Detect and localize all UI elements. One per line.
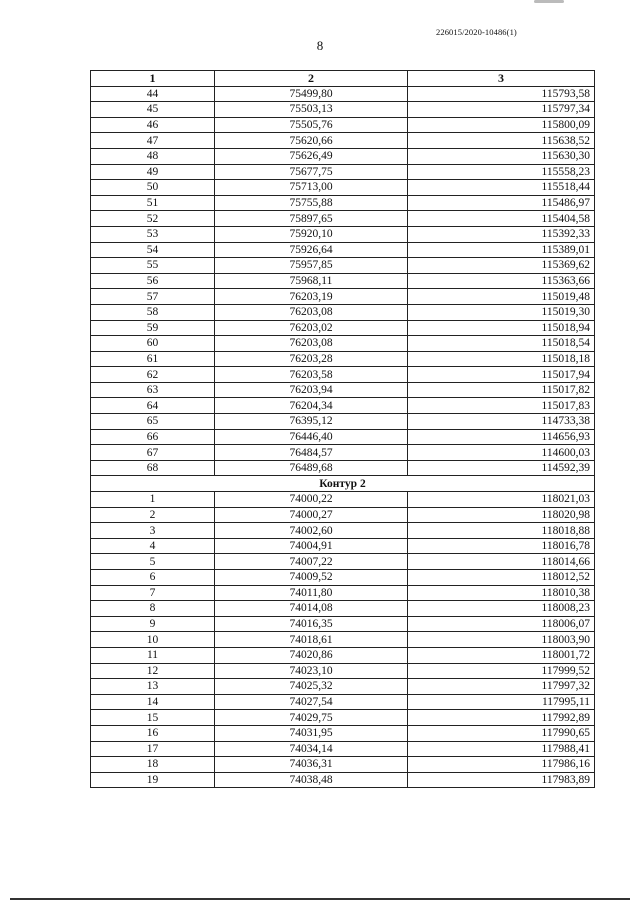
y-coordinate-cell: 117995,11 [408,694,595,710]
table-row [91,382,595,398]
coordinates-table [90,70,595,788]
x-coordinate-cell: 75920,10 [215,226,408,242]
y-coordinate-cell: 118001,72 [408,647,595,663]
column-header-3: 3 [408,71,595,87]
table-row [91,741,595,757]
point-number-cell: 61 [91,351,215,367]
x-coordinate-cell: 75503,13 [215,102,408,118]
y-coordinate-cell: 115018,18 [408,351,595,367]
point-number-cell: 62 [91,367,215,383]
table-row [91,180,595,196]
y-coordinate-cell: 115558,23 [408,164,595,180]
y-coordinate-cell: 117992,89 [408,710,595,726]
y-coordinate-cell: 115019,48 [408,289,595,305]
point-number-cell: 58 [91,304,215,320]
y-coordinate-cell: 117997,32 [408,679,595,695]
page-number: 8 [316,38,324,53]
x-coordinate-cell: 74027,54 [215,694,408,710]
x-coordinate-cell: 75713,00 [215,180,408,196]
x-coordinate-cell: 75897,65 [215,211,408,227]
table-row [91,663,595,679]
point-number-cell: 45 [91,102,215,118]
table-row [91,710,595,726]
y-coordinate-cell: 115018,54 [408,336,595,352]
point-number-cell: 68 [91,460,215,476]
table-row [91,554,595,570]
footer-rule [10,898,630,900]
x-coordinate-cell: 74025,32 [215,679,408,695]
y-coordinate-cell: 118012,52 [408,570,595,586]
point-number-cell: 46 [91,117,215,133]
table-row [91,258,595,274]
x-coordinate-cell: 74016,35 [215,616,408,632]
y-coordinate-cell: 118021,03 [408,492,595,508]
x-coordinate-cell: 76489,68 [215,460,408,476]
point-number-cell: 49 [91,164,215,180]
x-coordinate-cell: 75626,49 [215,148,408,164]
table-row [91,320,595,336]
table-row [91,647,595,663]
y-coordinate-cell: 115017,82 [408,382,595,398]
table-row [91,757,595,773]
table-row [91,429,595,445]
table-header-row [91,71,595,87]
y-coordinate-cell: 118010,38 [408,585,595,601]
x-coordinate-cell: 74011,80 [215,585,408,601]
point-number-cell: 9 [91,616,215,632]
y-coordinate-cell: 118020,98 [408,507,595,523]
x-coordinate-cell: 75620,66 [215,133,408,149]
x-coordinate-cell: 74000,22 [215,492,408,508]
y-coordinate-cell: 117990,65 [408,725,595,741]
x-coordinate-cell: 76204,34 [215,398,408,414]
x-coordinate-cell: 76395,12 [215,414,408,430]
x-coordinate-cell: 75926,64 [215,242,408,258]
point-number-cell: 2 [91,507,215,523]
y-coordinate-cell: 118014,66 [408,554,595,570]
x-coordinate-cell: 74018,61 [215,632,408,648]
x-coordinate-cell: 74002,60 [215,523,408,539]
point-number-cell: 57 [91,289,215,305]
point-number-cell: 6 [91,570,215,586]
point-number-cell: 16 [91,725,215,741]
y-coordinate-cell: 115404,58 [408,211,595,227]
document-id: 226015/2020-10486(1) [436,27,517,37]
point-number-cell: 44 [91,86,215,102]
y-coordinate-cell: 115017,94 [408,367,595,383]
table-row [91,414,595,430]
table-row [91,102,595,118]
point-number-cell: 63 [91,382,215,398]
point-number-cell: 67 [91,445,215,461]
table-row [91,195,595,211]
x-coordinate-cell: 74029,75 [215,710,408,726]
y-coordinate-cell: 118008,23 [408,601,595,617]
point-number-cell: 7 [91,585,215,601]
table-row [91,570,595,586]
x-coordinate-cell: 76484,57 [215,445,408,461]
table-row [91,601,595,617]
table-row [91,694,595,710]
y-coordinate-cell: 115800,09 [408,117,595,133]
y-coordinate-cell: 115369,62 [408,258,595,274]
table-row [91,772,595,788]
point-number-cell: 8 [91,601,215,617]
y-coordinate-cell: 117999,52 [408,663,595,679]
table-row [91,164,595,180]
table-row [91,336,595,352]
y-coordinate-cell: 115018,94 [408,320,595,336]
table-row [91,492,595,508]
table-row [91,211,595,227]
section-row [91,476,595,492]
table-row [91,304,595,320]
y-coordinate-cell: 115630,30 [408,148,595,164]
point-number-cell: 54 [91,242,215,258]
y-coordinate-cell: 115793,58 [408,86,595,102]
point-number-cell: 64 [91,398,215,414]
point-number-cell: 4 [91,538,215,554]
point-number-cell: 10 [91,632,215,648]
x-coordinate-cell: 74000,27 [215,507,408,523]
table-row [91,725,595,741]
table-body [91,86,595,788]
table-row [91,351,595,367]
x-coordinate-cell: 76203,94 [215,382,408,398]
table-row [91,86,595,102]
x-coordinate-cell: 76203,08 [215,336,408,352]
x-coordinate-cell: 74007,22 [215,554,408,570]
x-coordinate-cell: 74020,86 [215,647,408,663]
table-row [91,445,595,461]
column-header-2: 2 [215,71,408,87]
y-coordinate-cell: 115486,97 [408,195,595,211]
point-number-cell: 55 [91,258,215,274]
point-number-cell: 1 [91,492,215,508]
y-coordinate-cell: 118006,07 [408,616,595,632]
x-coordinate-cell: 75957,85 [215,258,408,274]
y-coordinate-cell: 114600,03 [408,445,595,461]
point-number-cell: 60 [91,336,215,352]
table-row [91,523,595,539]
table-row [91,289,595,305]
y-coordinate-cell: 115019,30 [408,304,595,320]
x-coordinate-cell: 76446,40 [215,429,408,445]
y-coordinate-cell: 117986,16 [408,757,595,773]
table-row [91,632,595,648]
y-coordinate-cell: 114592,39 [408,460,595,476]
point-number-cell: 3 [91,523,215,539]
x-coordinate-cell: 74038,48 [215,772,408,788]
y-coordinate-cell: 118016,78 [408,538,595,554]
y-coordinate-cell: 115392,33 [408,226,595,242]
table-row [91,226,595,242]
table-row [91,460,595,476]
point-number-cell: 14 [91,694,215,710]
x-coordinate-cell: 75505,76 [215,117,408,133]
y-coordinate-cell: 117983,89 [408,772,595,788]
y-coordinate-cell: 115017,83 [408,398,595,414]
point-number-cell: 5 [91,554,215,570]
point-number-cell: 50 [91,180,215,196]
x-coordinate-cell: 76203,58 [215,367,408,383]
point-number-cell: 47 [91,133,215,149]
table-row [91,585,595,601]
x-coordinate-cell: 75968,11 [215,273,408,289]
table-row [91,133,595,149]
table-row [91,398,595,414]
table-row [91,679,595,695]
x-coordinate-cell: 76203,02 [215,320,408,336]
x-coordinate-cell: 74023,10 [215,663,408,679]
x-coordinate-cell: 74009,52 [215,570,408,586]
table-row [91,367,595,383]
x-coordinate-cell: 75499,80 [215,86,408,102]
point-number-cell: 65 [91,414,215,430]
y-coordinate-cell: 117988,41 [408,741,595,757]
point-number-cell: 48 [91,148,215,164]
table-row [91,507,595,523]
y-coordinate-cell: 114733,38 [408,414,595,430]
y-coordinate-cell: 115797,34 [408,102,595,118]
x-coordinate-cell: 75755,88 [215,195,408,211]
point-number-cell: 51 [91,195,215,211]
y-coordinate-cell: 115518,44 [408,180,595,196]
y-coordinate-cell: 115638,52 [408,133,595,149]
point-number-cell: 19 [91,772,215,788]
point-number-cell: 11 [91,647,215,663]
point-number-cell: 18 [91,757,215,773]
point-number-cell: 15 [91,710,215,726]
point-number-cell: 12 [91,663,215,679]
x-coordinate-cell: 75677,75 [215,164,408,180]
x-coordinate-cell: 74014,08 [215,601,408,617]
point-number-cell: 17 [91,741,215,757]
point-number-cell: 66 [91,429,215,445]
section-title: Контур 2 [91,476,595,492]
x-coordinate-cell: 76203,19 [215,289,408,305]
point-number-cell: 13 [91,679,215,695]
point-number-cell: 53 [91,226,215,242]
point-number-cell: 59 [91,320,215,336]
scan-artifact [534,0,564,3]
y-coordinate-cell: 115389,01 [408,242,595,258]
x-coordinate-cell: 74034,14 [215,741,408,757]
table-row [91,538,595,554]
y-coordinate-cell: 114656,93 [408,429,595,445]
x-coordinate-cell: 76203,28 [215,351,408,367]
table-row [91,242,595,258]
x-coordinate-cell: 74031,95 [215,725,408,741]
point-number-cell: 52 [91,211,215,227]
point-number-cell: 56 [91,273,215,289]
x-coordinate-cell: 76203,08 [215,304,408,320]
y-coordinate-cell: 115363,66 [408,273,595,289]
column-header-1: 1 [91,71,215,87]
y-coordinate-cell: 118018,88 [408,523,595,539]
table-row [91,148,595,164]
y-coordinate-cell: 118003,90 [408,632,595,648]
table-row [91,273,595,289]
table-row [91,117,595,133]
x-coordinate-cell: 74004,91 [215,538,408,554]
x-coordinate-cell: 74036,31 [215,757,408,773]
table-row [91,616,595,632]
